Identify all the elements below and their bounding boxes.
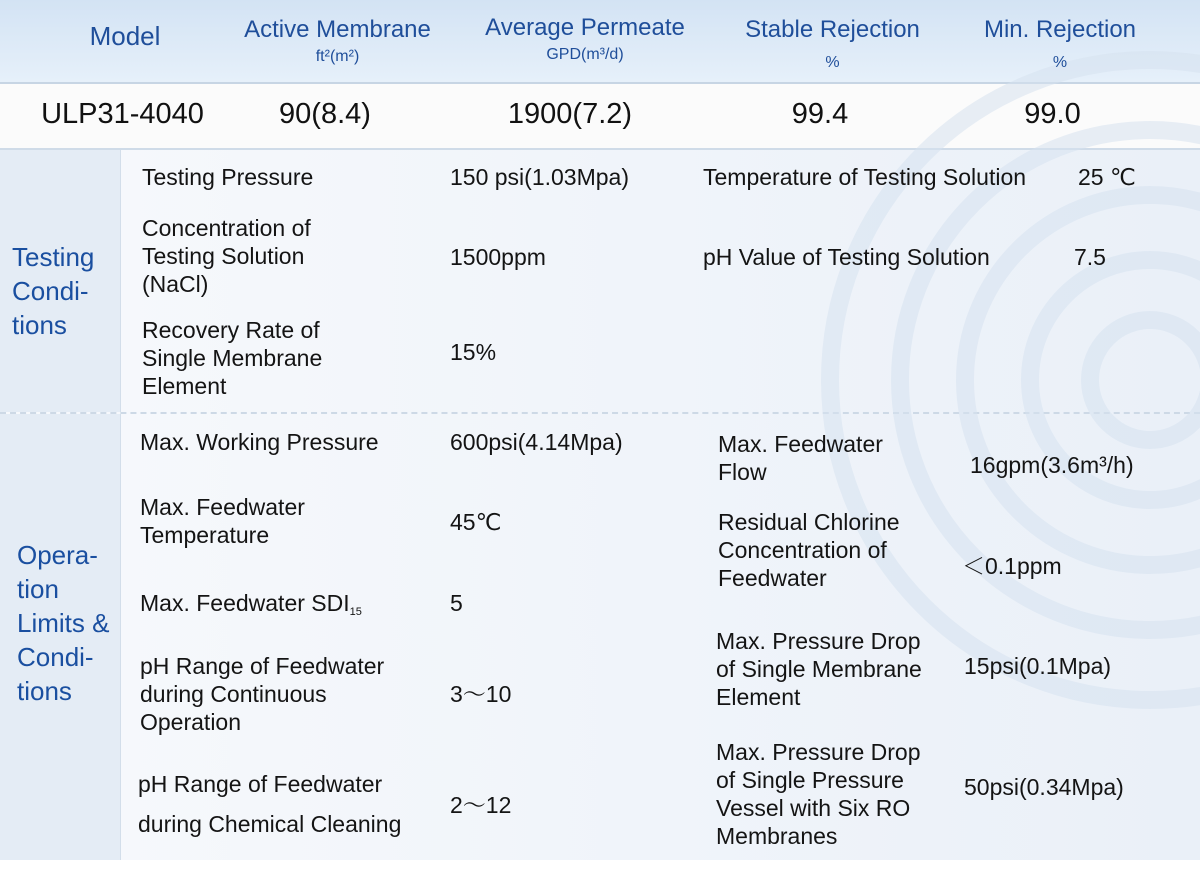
header-min-rejection-unit: % [1052, 54, 1068, 71]
header-stable-rejection [725, 16, 940, 76]
stable-rejection-value: 99.4 [791, 98, 849, 130]
header-average-permeate [470, 14, 700, 68]
header-stable-rejection-title: Stable Rejection [745, 16, 920, 43]
header-min-rejection-title: Min. Rejection [983, 16, 1137, 43]
testing-concentration-value: 1500ppm [450, 244, 546, 270]
header-average-permeate-title: Average Permeate [485, 14, 685, 41]
ph-cleaning-label-line2: during Chemical Cleaning [138, 811, 402, 837]
testing-pressure-label: Testing Pressure [142, 164, 314, 190]
max-feedwater-sdi-subscript: 15 [349, 606, 362, 618]
testing-temperature-value: 25 ℃ [1078, 164, 1136, 190]
model-value: ULP31-4040 [41, 98, 204, 130]
ph-continuous-label: pH Range of Feedwater during Continuous Operation [140, 653, 385, 735]
header-model: Model [89, 21, 161, 51]
header-average-permeate-unit: GPD(m³/d) [546, 46, 624, 63]
max-working-pressure-value: 600psi(4.14Mpa) [450, 429, 623, 455]
header-active-membrane-unit: ft²(m²) [315, 48, 360, 65]
testing-ph-value: 7.5 [1074, 244, 1106, 270]
min-rejection-value: 99.0 [1024, 98, 1081, 130]
membrane-value: 90(8.4) [279, 98, 371, 130]
max-feedwater-temperature-value: 45℃ [450, 509, 502, 535]
testing-concentration-label: Concentration of Testing Solution (NaCl) [142, 215, 311, 297]
max-feedwater-sdi-value: 5 [450, 590, 463, 616]
max-feedwater-sdi-text: Max. Feedwater SDI [140, 590, 350, 616]
max-pressure-drop-element-value: 15psi(0.1Mpa) [964, 653, 1112, 679]
header-min-rejection [965, 16, 1155, 76]
ph-continuous-value: 3～10 [450, 681, 512, 707]
max-pressure-drop-vessel-value: 50psi(0.34Mpa) [964, 774, 1124, 800]
testing-conditions-label: Testing Condi- tions [12, 242, 95, 340]
residual-chlorine-label: Residual Chlorine Concentration of Feedwater [718, 509, 900, 591]
permeate-value: 1900(7.2) [507, 98, 633, 130]
testing-temperature-label: Temperature of Testing Solution [703, 164, 1027, 190]
testing-recovery-label: Recovery Rate of Single Membrane Element [142, 317, 323, 399]
max-feedwater-sdi-label [140, 589, 362, 626]
max-feedwater-flow-value: 16gpm(3.6m³/h) [970, 452, 1134, 478]
residual-chlorine-value: ＜0.1ppm [962, 553, 1062, 579]
max-pressure-drop-element-label: Max. Pressure Drop of Single Membrane Element [716, 628, 922, 710]
max-feedwater-temperature-label: Max. Feedwater Temperature [140, 494, 305, 548]
header-stable-rejection-unit: % [825, 54, 840, 71]
max-feedwater-flow-label: Max. Feedwater Flow [718, 431, 883, 485]
operation-limits-label: Opera- tion Limits & Condi- tions [17, 540, 110, 706]
ph-cleaning-label-line1: pH Range of Feedwater [138, 771, 383, 797]
max-pressure-drop-vessel-label: Max. Pressure Drop of Single Pressure Vessel with Six RO Membranes [716, 739, 921, 849]
testing-pressure-value: 150 psi(1.03Mpa) [450, 164, 629, 190]
testing-ph-label: pH Value of Testing Solution [703, 244, 990, 270]
testing-recovery-value: 15% [450, 339, 497, 365]
max-working-pressure-label: Max. Working Pressure [140, 429, 379, 455]
header-active-membrane-title: Active Membrane [244, 16, 431, 43]
header-active-membrane [225, 16, 450, 70]
ph-cleaning-value: 2～12 [450, 792, 512, 818]
